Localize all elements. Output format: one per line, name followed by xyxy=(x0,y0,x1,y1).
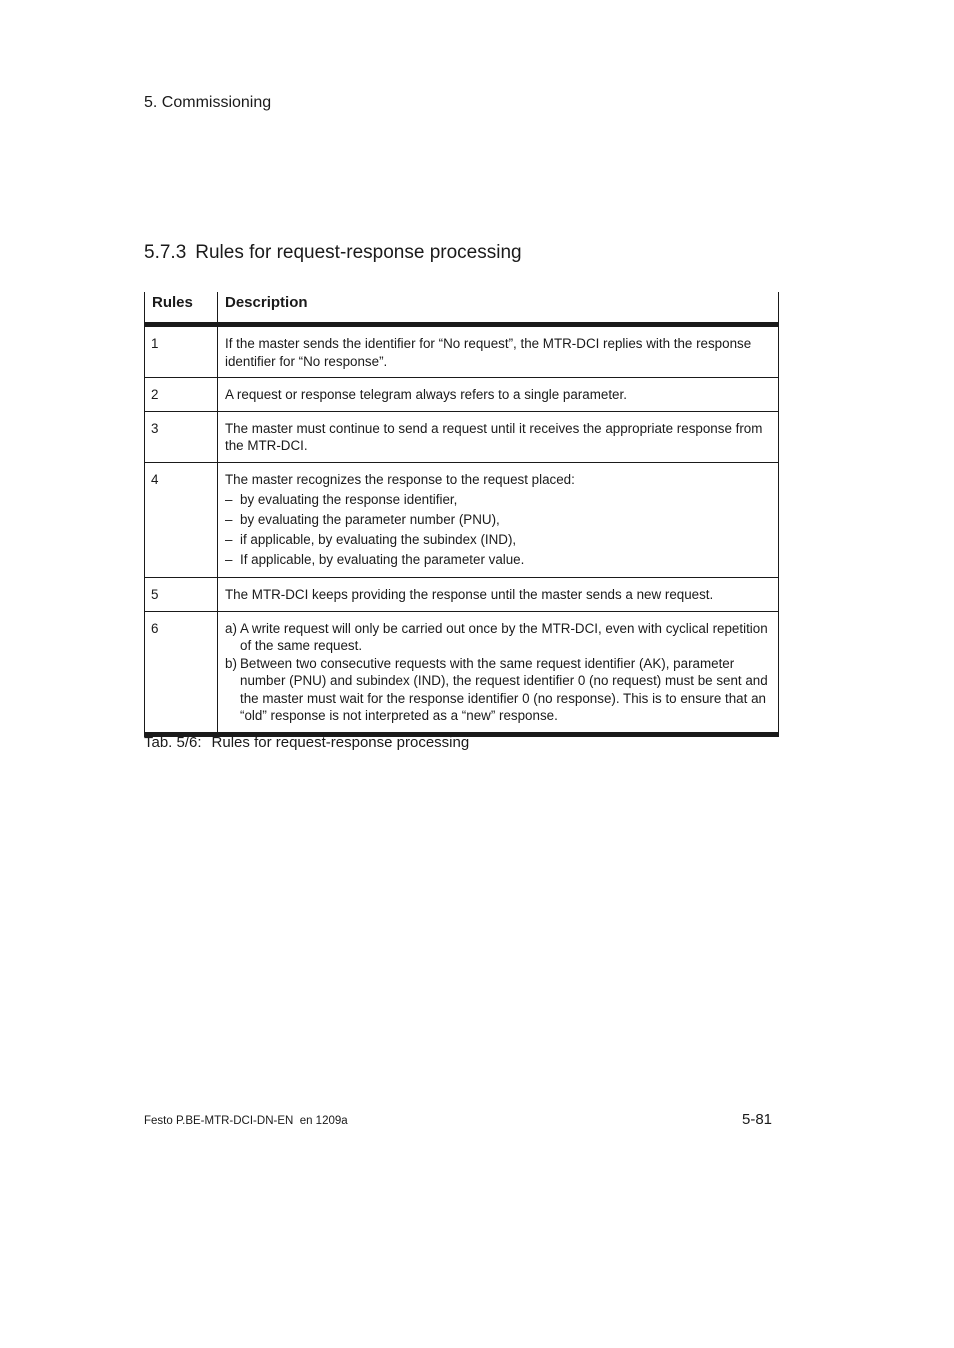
list-item: – if applicable, by evaluating the subindex (IND), xyxy=(225,530,771,550)
chapter-header: 5. Commissioning xyxy=(144,94,272,111)
footer-document-id: Festo P.BE-MTR-DCI-DN-EN en 1209a xyxy=(144,1115,348,1127)
rule-number: 4 xyxy=(145,462,218,578)
rule-number: 2 xyxy=(145,378,218,412)
rule-number: 5 xyxy=(145,578,218,612)
list-item: – by evaluating the parameter number (PNU), xyxy=(225,510,771,530)
rule-description: The MTR-DCI keeps providing the response until the master sends a new request. xyxy=(218,578,779,612)
caption-label: Tab. 5/6: xyxy=(144,734,202,751)
column-header-rules: Rules xyxy=(145,292,218,325)
table-caption xyxy=(144,734,469,751)
table-row xyxy=(145,325,779,378)
rule-description-cell xyxy=(218,462,779,578)
table-row xyxy=(145,578,779,612)
list-item: – by evaluating the response identifier, xyxy=(225,490,771,510)
rule-description-cell xyxy=(218,611,779,734)
rule-description: A request or response telegram always refers to a single parameter. xyxy=(218,378,779,412)
rule-description: If the master sends the identifier for “No request”, the MTR-DCI replies with the response identifier for “No response”. xyxy=(218,325,779,378)
list-item-text: A write request will only be carried out once by the MTR-DCI, even with cyclical repetition of the same request. xyxy=(240,620,768,653)
rule-number: 3 xyxy=(145,411,218,462)
rule-description: The master must continue to send a request until it receives the appropriate response from the MTR-DCI. xyxy=(218,411,779,462)
table-row xyxy=(145,378,779,412)
list-marker: b) xyxy=(225,655,237,671)
criteria-list xyxy=(225,490,771,570)
list-item xyxy=(225,655,771,725)
table-header-row xyxy=(145,292,779,325)
rules-table xyxy=(144,292,779,737)
section-heading xyxy=(144,242,522,264)
table-row xyxy=(145,462,779,578)
sub-rule-list xyxy=(225,620,771,725)
list-item xyxy=(225,620,771,655)
caption-text: Rules for request-response processing xyxy=(211,734,470,751)
section-number: 5.7.3 xyxy=(144,242,187,263)
list-marker: a) xyxy=(225,620,237,636)
table-row xyxy=(145,411,779,462)
rule-number: 6 xyxy=(145,611,218,734)
rule-number: 1 xyxy=(145,325,218,378)
table-row xyxy=(145,611,779,734)
section-title-text: Rules for request-response processing xyxy=(195,242,522,263)
list-item-text: Between two consecutive requests with the same request identifier (AK), parameter number (PNU) and subindex (IND), the request identifier 0 (no request) must be sent and the master must wait for the response identifier 0 (no response). This is to ensure that an “old” response is not interpreted as a “new” response. xyxy=(240,655,768,723)
page-number: 5-81 xyxy=(742,1111,773,1128)
column-header-description: Description xyxy=(218,292,779,325)
rule-description: The master recognizes the response to the request placed: xyxy=(225,471,575,487)
list-item: – If applicable, by evaluating the parameter value. xyxy=(225,550,771,570)
